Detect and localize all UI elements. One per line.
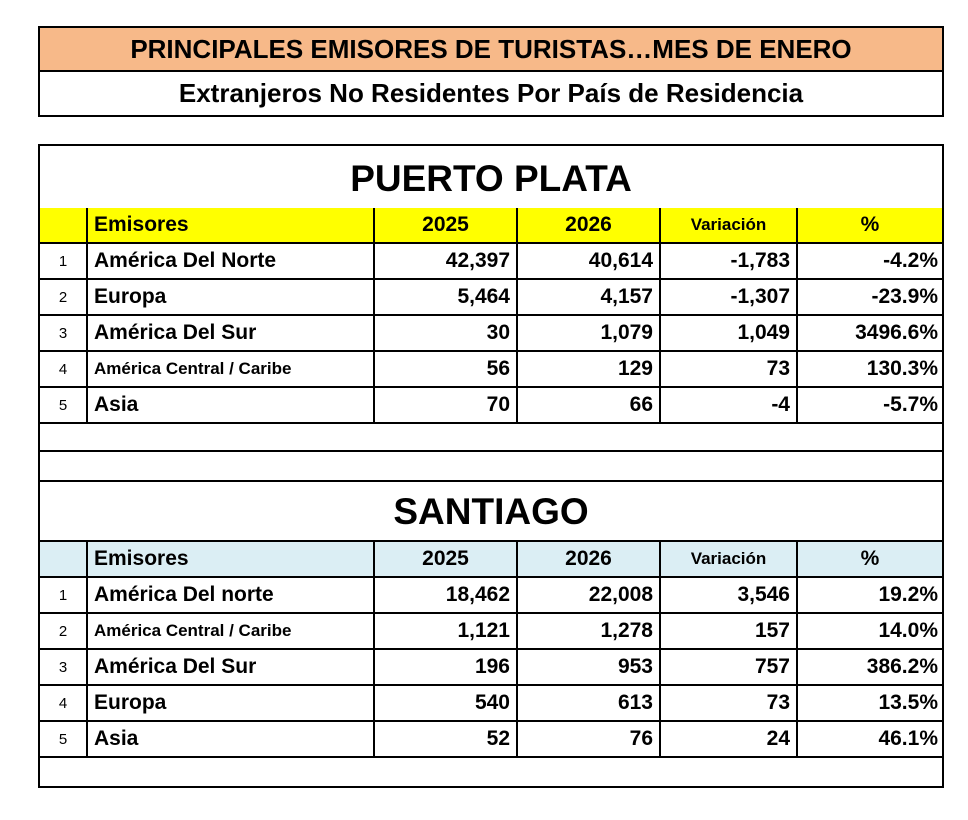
row-2025: 1,121 (375, 614, 518, 648)
row-index: 2 (40, 280, 88, 314)
column-header-row (40, 542, 942, 578)
header-2026: 2026 (518, 542, 661, 576)
row-2026: 4,157 (518, 280, 661, 314)
section-title-puerto-plata: PUERTO PLATA (40, 150, 942, 210)
header-variacion: Variación (661, 542, 798, 576)
row-2025: 42,397 (375, 244, 518, 278)
row-index: 2 (40, 614, 88, 648)
table-row (40, 686, 942, 722)
row-pct: 386.2% (866, 655, 938, 678)
row-emisor: Asia (88, 722, 375, 756)
row-2025: 18,462 (375, 578, 518, 612)
row-pct: 19.2% (878, 583, 938, 606)
table-row (40, 388, 942, 424)
row-2026: 66 (518, 388, 661, 422)
table-row (40, 650, 942, 686)
row-2026: 129 (518, 352, 661, 386)
row-pct: 46.1% (878, 727, 938, 750)
blank-row (40, 758, 942, 786)
row-variacion: 24 (661, 722, 798, 756)
row-variacion: 1,049 (661, 316, 798, 350)
row-index: 1 (40, 244, 88, 278)
emisores-table (38, 144, 944, 788)
table-row (40, 316, 942, 352)
row-emisor: América Central / Caribe (88, 614, 375, 648)
row-index: 3 (40, 650, 88, 684)
row-emisor: Asia (88, 388, 375, 422)
row-2025: 30 (375, 316, 518, 350)
row-variacion: 73 (661, 686, 798, 720)
row-2025: 540 (375, 686, 518, 720)
row-2025: 70 (375, 388, 518, 422)
row-emisor: Europa (88, 686, 375, 720)
row-2025: 56 (375, 352, 518, 386)
report-title: PRINCIPALES EMISORES DE TURISTAS…MES DE ENERO (38, 26, 944, 72)
row-2026: 40,614 (518, 244, 661, 278)
table-row (40, 280, 942, 316)
header-2025: 2025 (375, 542, 518, 576)
row-variacion: 3,546 (661, 578, 798, 612)
row-pct: -23.9% (871, 285, 938, 308)
row-emisor: Europa (88, 280, 375, 314)
row-pct: 3496.6% (855, 321, 938, 344)
row-variacion: -1,783 (661, 244, 798, 278)
blank-row (40, 424, 942, 452)
section-title-santiago: SANTIAGO (40, 484, 942, 542)
row-2026: 22,008 (518, 578, 661, 612)
row-emisor: América Central / Caribe (88, 352, 375, 386)
row-index: 3 (40, 316, 88, 350)
header-index-cell (40, 542, 88, 576)
row-2025: 196 (375, 650, 518, 684)
row-emisor: América Del norte (88, 578, 375, 612)
row-variacion: 157 (661, 614, 798, 648)
row-variacion: 73 (661, 352, 798, 386)
row-emisor: América Del Sur (88, 316, 375, 350)
row-emisor: América Del Sur (88, 650, 375, 684)
row-index: 4 (40, 686, 88, 720)
row-variacion: -1,307 (661, 280, 798, 314)
blank-row (40, 452, 942, 482)
column-header-row (40, 208, 942, 244)
row-variacion: 757 (661, 650, 798, 684)
table-row (40, 722, 942, 758)
row-pct: 13.5% (878, 691, 938, 714)
row-2026: 613 (518, 686, 661, 720)
row-index: 5 (40, 388, 88, 422)
header-2026: 2026 (518, 208, 661, 242)
row-pct: 14.0% (878, 619, 938, 642)
row-2026: 953 (518, 650, 661, 684)
row-variacion: -4 (661, 388, 798, 422)
header-variacion: Variación (661, 208, 798, 242)
table-row (40, 244, 942, 280)
report-subtitle: Extranjeros No Residentes Por País de Residencia (38, 72, 944, 117)
header-2025: 2025 (375, 208, 518, 242)
header-pct: % (860, 213, 880, 236)
table-row (40, 614, 942, 650)
row-index: 1 (40, 578, 88, 612)
table-row (40, 578, 942, 614)
header-emisores: Emisores (88, 208, 375, 242)
table-row (40, 352, 942, 388)
row-emisor: América Del Norte (88, 244, 375, 278)
row-2025: 5,464 (375, 280, 518, 314)
row-pct: -5.7% (883, 393, 938, 416)
row-pct: -4.2% (883, 249, 938, 272)
row-2026: 1,079 (518, 316, 661, 350)
header-index-cell (40, 208, 88, 242)
row-2026: 76 (518, 722, 661, 756)
header-emisores: Emisores (88, 542, 375, 576)
row-2025: 52 (375, 722, 518, 756)
row-index: 4 (40, 352, 88, 386)
row-2026: 1,278 (518, 614, 661, 648)
row-pct: 130.3% (866, 357, 938, 380)
row-index: 5 (40, 722, 88, 756)
header-pct: % (860, 547, 880, 570)
